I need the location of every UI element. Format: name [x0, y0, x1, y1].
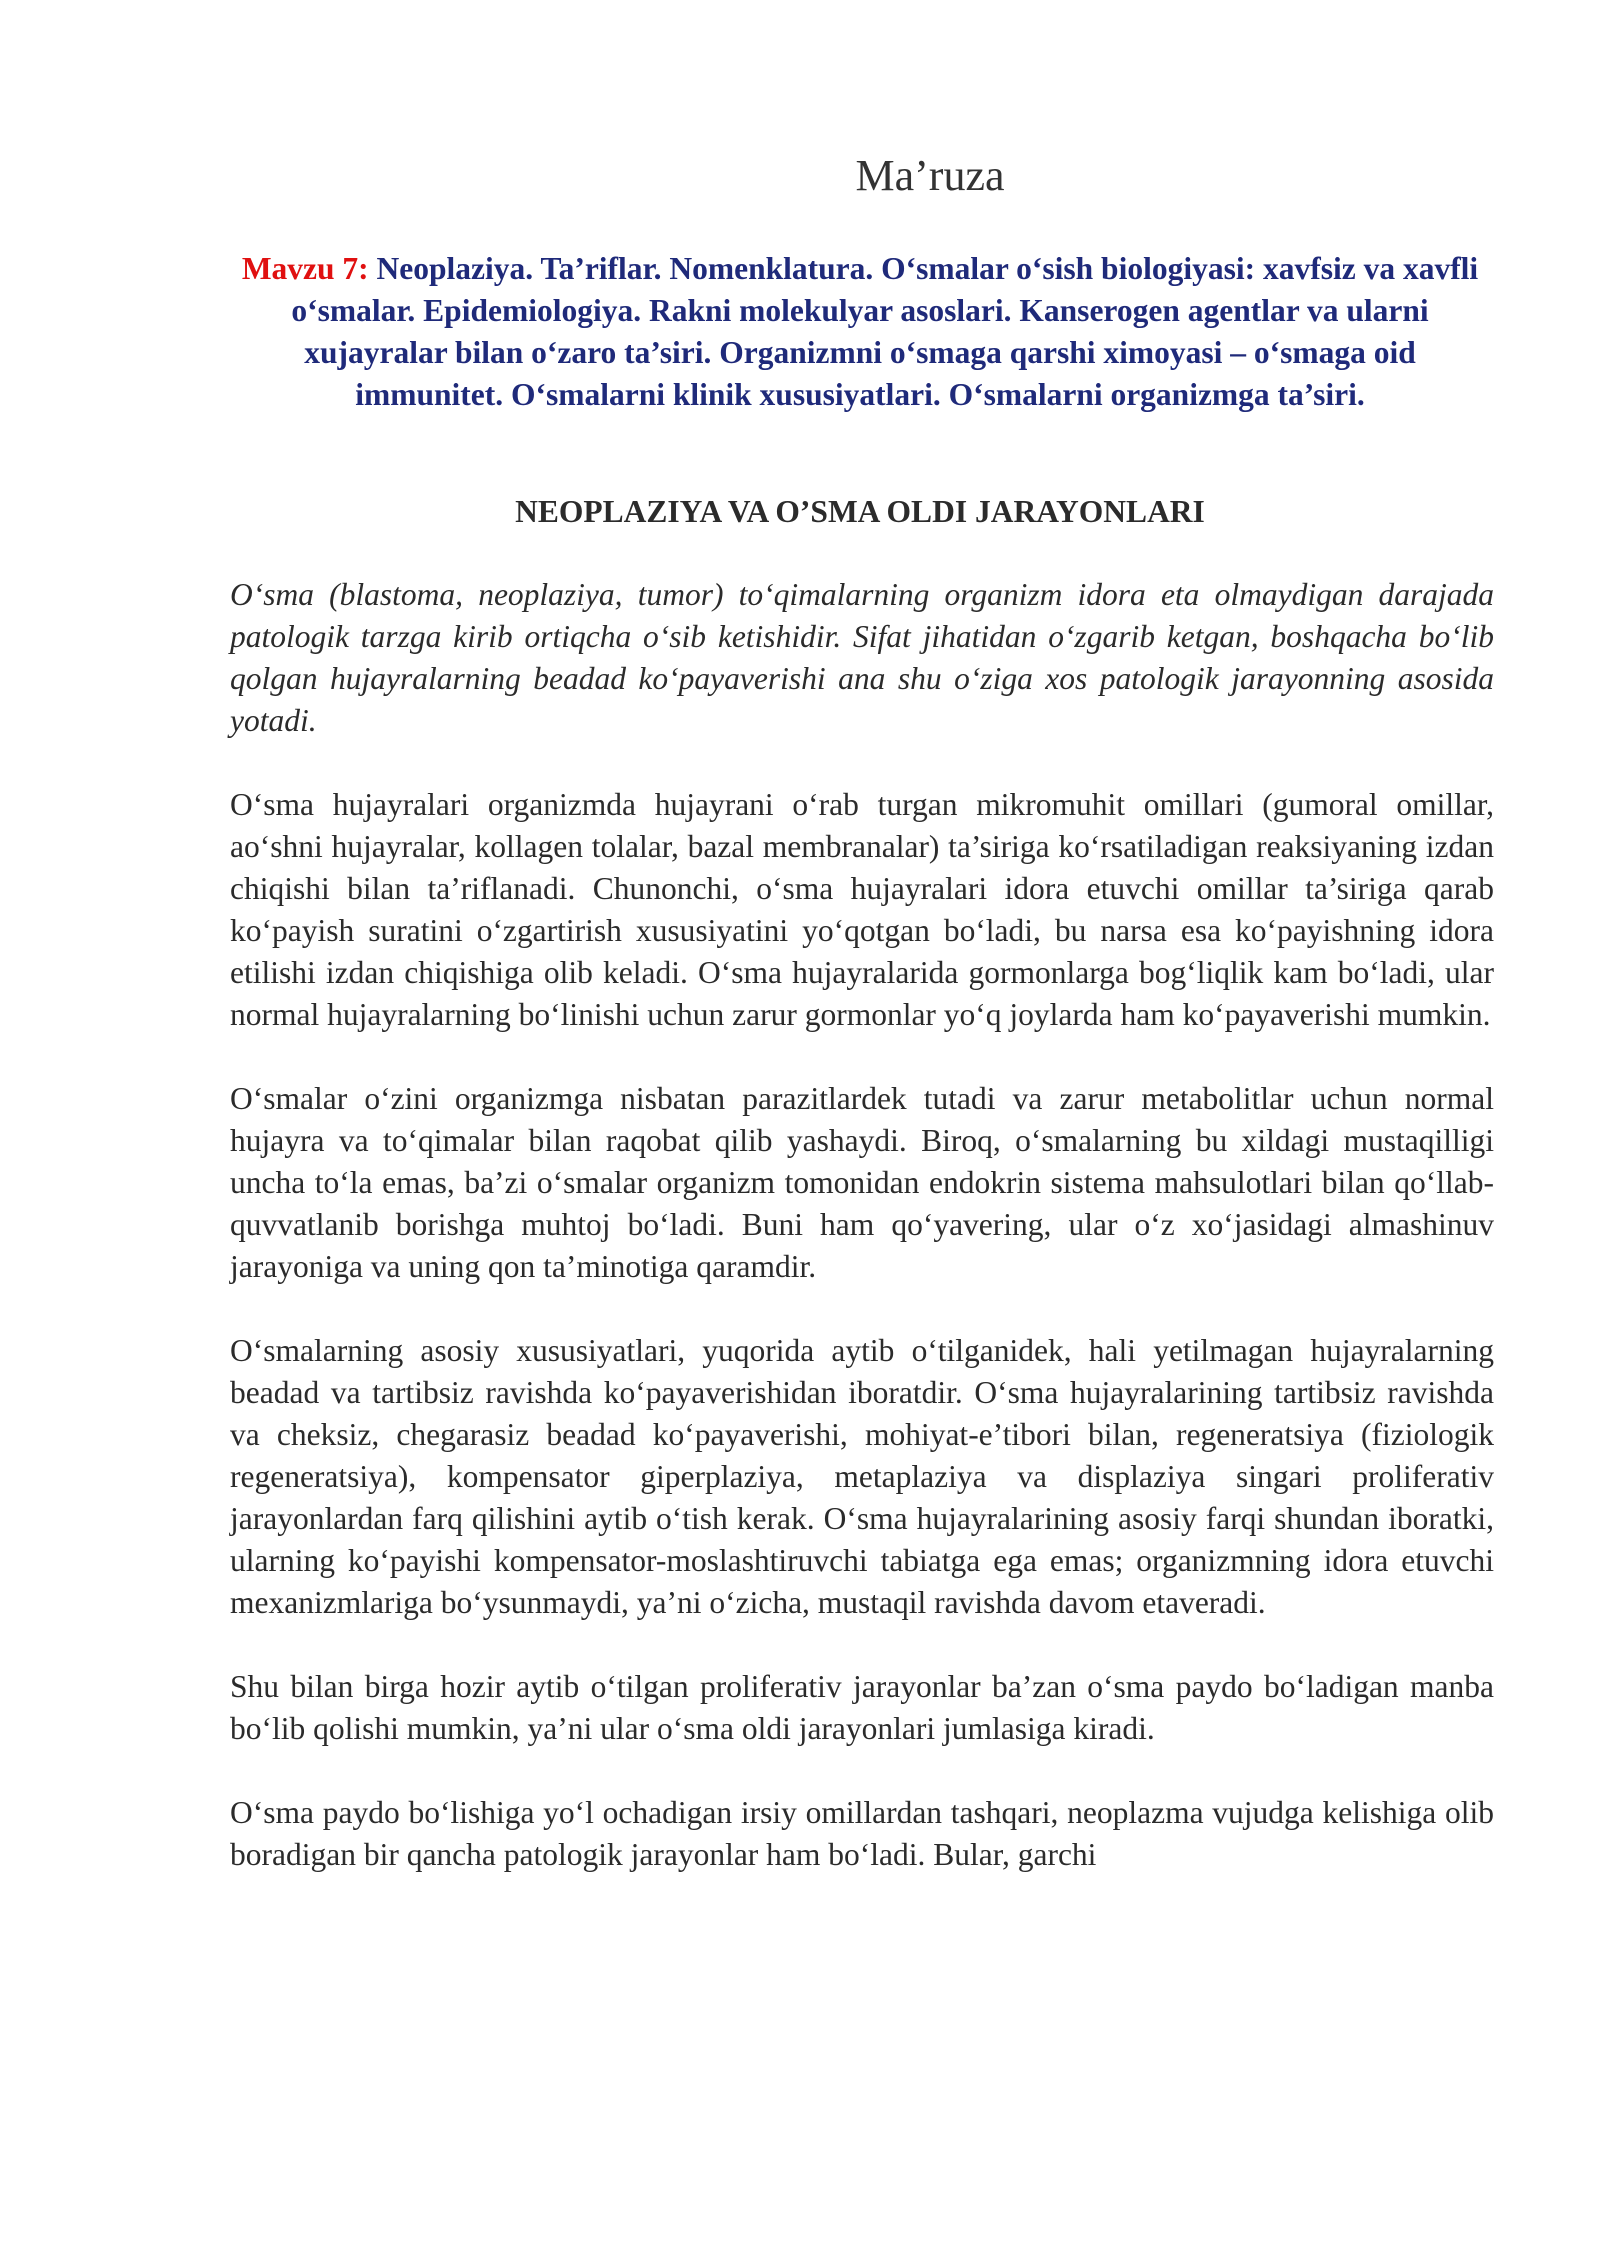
- paragraph: O‘smalarning asosiy xususiyatlari, yuqorida aytib o‘tilganidek, hali yetilmagan hujayralarning beadad va tartibsiz ravishda ko‘payaverishidan iboratdir. O‘sma hujayralarining tartibsiz ravishda va cheksiz, chegarasiz beadad ko‘payaverishi, mohiyat-e’tibori bilan, regeneratsiya (fiziologik regeneratsiya), kompensator giperplaziya, metaplaziya va displaziya singari proliferativ jarayonlardan farq qilishini aytib o‘tish kerak. O‘sma hujayralarining asosiy farqi shundan iboratki, ularning ko‘payishi kompensator-moslashtiruvchi tabiatga ega emas; organizmning idora etuvchi mexanizmlariga bo‘ysunmaydi, ya’ni o‘zicha, mustaqil ravishda davom etaveradi.: [230, 1333, 1494, 1620]
- section-heading: NEOPLAZIYA VA O’SMA OLDI JARAYONLARI: [515, 494, 1205, 529]
- topic-label: Mavzu 7:: [241, 251, 369, 286]
- document-title: Ma’ruza: [855, 151, 1005, 200]
- paragraph: O‘sma paydo bo‘lishiga yo‘l ochadigan irsiy omillardan tashqari, neoplazma vujudga kelishiga olib boradigan bir qancha patologik jarayonlar ham bo‘ladi. Bular, garchi: [230, 1795, 1494, 1872]
- document-body: [230, 574, 1494, 1918]
- topic-text: Neoplaziya. Ta’riflar. Nomenklatura. O‘smalar o‘sish biologiyasi: xavfsiz va xavfli o‘smalar. Epidemiologiya. Rakni molekulyar asoslari. Kanserogen agentlar va ularni xujayralar bilan o‘zaro ta’siri. Organizmni o‘smaga qarshi ximoyasi – o‘smaga oid immunitet. O‘smalarni klinik xususiyatlari. O‘smalarni organizmga ta’siri.: [291, 251, 1479, 412]
- paragraph-definition: O‘sma (blastoma, neoplaziya, tumor) to‘qimalarning organizm idora eta olmaydigan darajada patologik tarzga kirib ortiqcha o‘sib ketishidir. Sifat jihatidan o‘zgarib ketgan, boshqacha bo‘lib qolgan hujayralarning beadad ko‘payaverishi ana shu o‘ziga xos patologik jarayonning asosida yotadi.: [230, 577, 1494, 738]
- lecture-topic: [230, 248, 1490, 416]
- paragraph: O‘smalar o‘zini organizmga nisbatan parazitlardek tutadi va zarur metabolitlar uchun normal hujayra va to‘qimalar bilan raqobat qilib yashaydi. Biroq, o‘smalarning bu xildagi mustaqilligi uncha to‘la emas, ba’zi o‘smalar organizm tomonidan endokrin sistema mahsulotlari bilan qo‘llab-quvvatlanib borishga muhtoj bo‘ladi. Buni ham qo‘yavering, ular o‘z xo‘jasidagi almashinuv jarayoniga va uning qon ta’minotiga qaramdir.: [230, 1081, 1494, 1284]
- paragraph: Shu bilan birga hozir aytib o‘tilgan proliferativ jarayonlar ba’zan o‘sma paydo bo‘ladigan manba bo‘lib qolishi mumkin, ya’ni ular o‘sma oldi jarayonlari jumlasiga kiradi.: [230, 1669, 1494, 1746]
- paragraph: O‘sma hujayralari organizmda hujayrani o‘rab turgan mikromuhit omillari (gumoral omillar, ao‘shni hujayralar, kollagen tolalar, bazal membranalar) ta’siriga ko‘rsatiladigan reaksiyaning izdan chiqishi bilan ta’riflanadi. Chunonchi, o‘sma hujayralari idora etuvchi omillar ta’siriga qarab ko‘payish suratini o‘zgartirish xususiyatini yo‘qotgan bo‘ladi, bu narsa esa ko‘payishning idora etilishi izdan chiqishiga olib keladi. O‘sma hujayralarida gormonlarga bog‘liqlik kam bo‘ladi, ular normal hujayralarning bo‘linishi uchun zarur gormonlar yo‘q joylarda ham ko‘payaverishi mumkin.: [230, 787, 1494, 1032]
